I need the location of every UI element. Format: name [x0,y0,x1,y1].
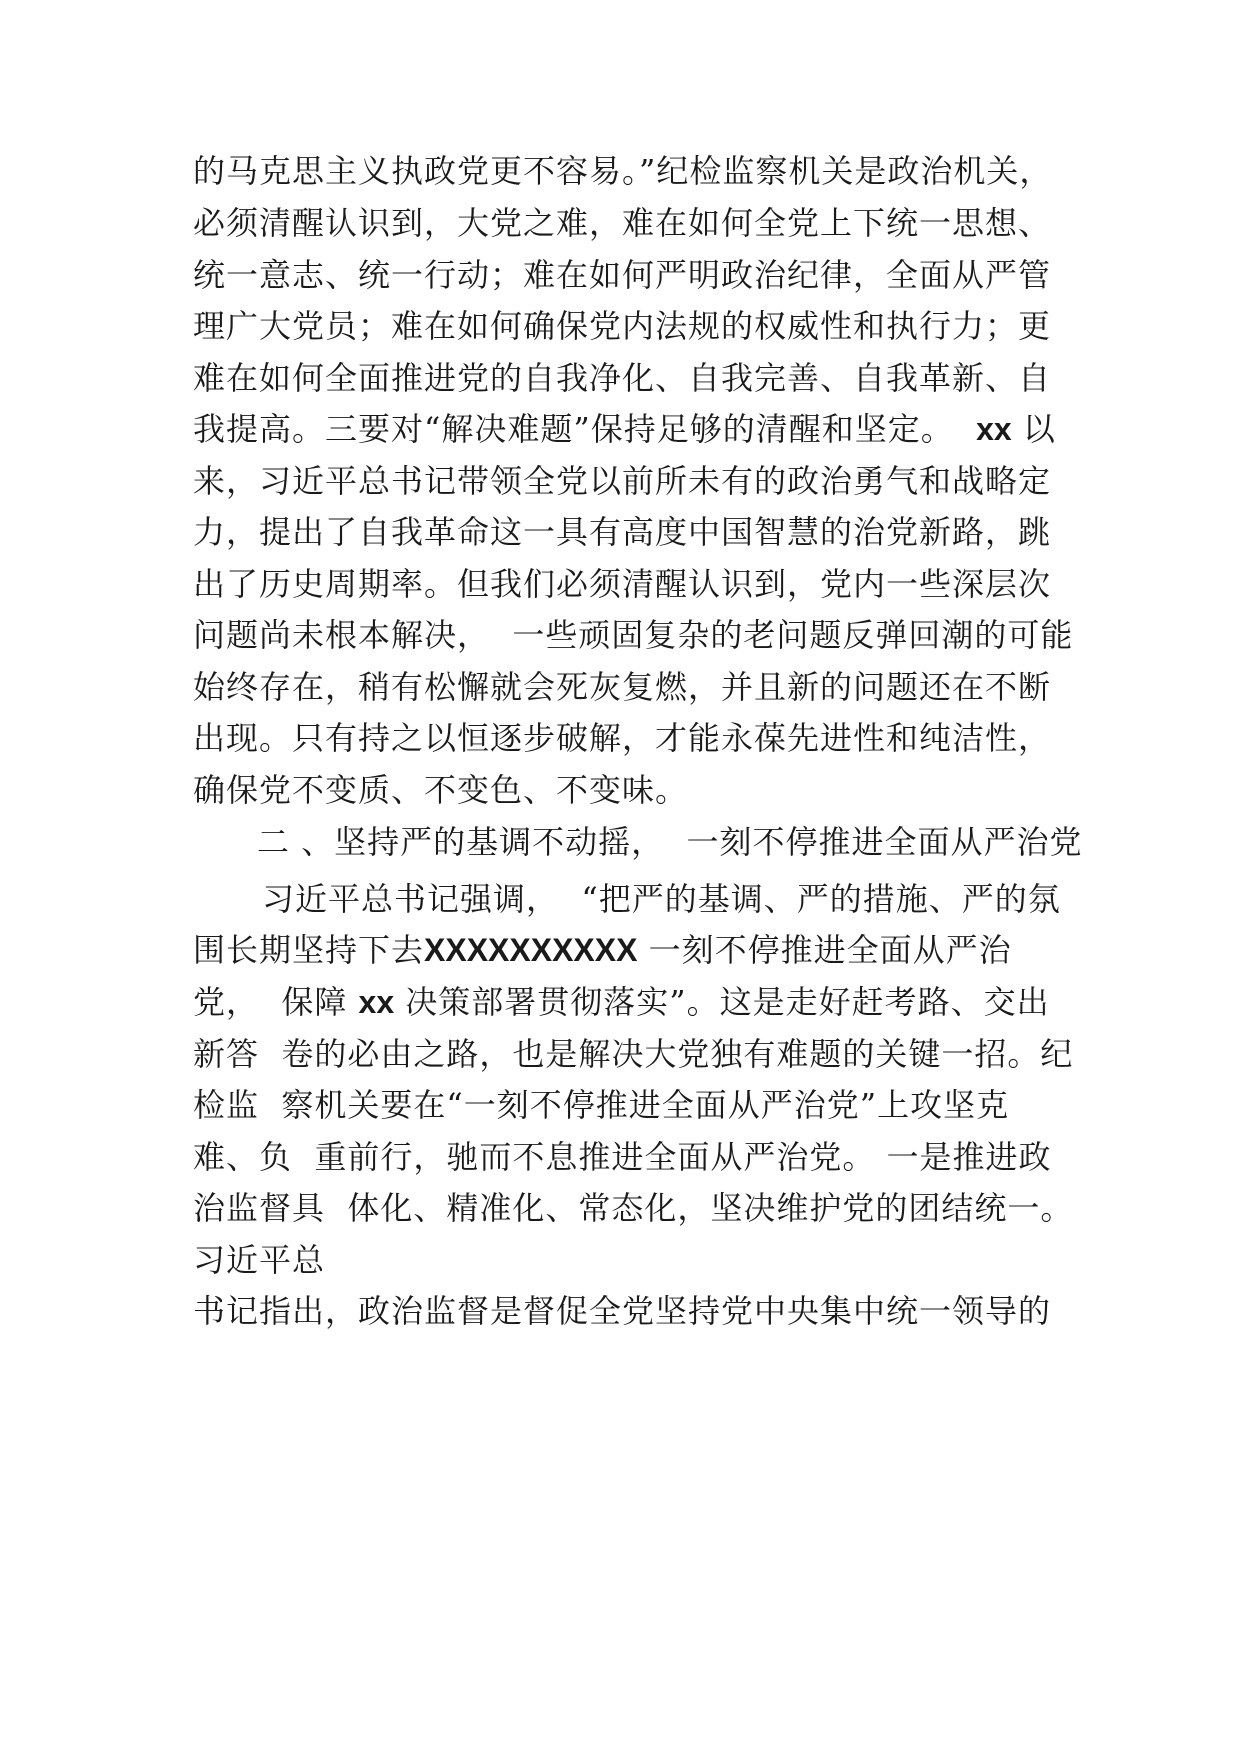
line-text: 理广大党员；难在如何确保党内法规的权威性和执行力；更 [193,307,1052,345]
text-line [262,879,1061,919]
text-line [193,409,1056,449]
text-line [193,667,1051,707]
line-text: 一刻不停推进全面从严治 [648,931,1012,969]
text-line [193,1034,1073,1074]
text-line [193,306,1051,346]
text-line [193,1085,1009,1125]
text-line [193,1137,1052,1177]
line-text: 统一意志、统一行动；难在如何严明政治纪律，全面从严管 [193,256,1052,294]
text-line [193,1188,1073,1228]
line-text: 书记指出，政治监督是督促全党坚持党中央集中统一领导的 [193,1292,1052,1330]
line-text: 习近平总 [193,1241,326,1279]
line-text: 必须清醒认识到，大党之难，难在如何全党上下统一思想、 [193,204,1052,242]
placeholder-xx: xx [358,984,395,1020]
line-text: 始终存在，稍有松懈就会死灰复燃，并且新的问题还在不断 [193,668,1052,706]
line-text: 难在如何全面推进党的自我净化、自我完善、自我革新、自 [193,359,1052,397]
line-text: 力，提出了自我革命这一具有高度中国智慧的治党新路，跳 [193,513,1052,551]
line-text: 新答 卷的必由之路，也是解决大党独有难题的关键一招。纪 [193,1035,1074,1073]
text-line [193,564,1051,604]
line-text: 问题尚未根本解决， 一些顽固复杂的老问题反弹回潮的可能 [193,616,1074,654]
text-line [193,930,1012,970]
line-text: 出了历史周期率。但我们必须清醒认识到，党内一些深层次 [193,565,1052,603]
line-text: 确保党不变质、不变色、不变味。 [193,771,689,809]
text-line [193,770,688,810]
text-line [193,718,1051,758]
text-line [193,358,1051,398]
placeholder-xxxxxxxxxx: XXXXXXXXXX [424,932,638,968]
text-line [193,461,1051,501]
line-text: 来，习近平总书记带领全党以前所未有的政治勇气和战略定 [193,462,1052,500]
line-text: 习近平总书记强调， “把严的基调、严的措施、严的氛 [262,880,1061,918]
line-text: 党， 保障 [193,983,348,1021]
text-line [193,151,1052,191]
placeholder-xx: xx [976,411,1012,447]
text-line [193,255,1051,295]
line-text: 难、负 重前行，驰而不息推进全面从严治党。 一是推进政 [193,1138,1052,1176]
line-text: 围长期坚持下去 [193,931,425,969]
line-text: 我提高。三要对“解决难题”保持足够的清醒和坚定。 [193,410,954,448]
heading-text: 二 、坚持严的基调不动摇， 一刻不停推进全面从严治党 [257,823,1083,861]
line-text: 检监 察机关要在“一刻不停推进全面从严治党”上攻坚克 [193,1086,1010,1124]
line-text: 出现。只有持之以恒逐步破解，才能永葆先进性和纯洁性， [193,719,1052,757]
line-text: 以 [1022,410,1056,448]
text-line [193,615,1073,655]
text-line [193,512,1051,552]
text-line [193,203,1051,243]
text-line [193,1291,1051,1331]
section-heading [257,822,1083,862]
text-line [193,1240,325,1280]
line-text: 的马克思主义执政党更不容易。”纪检监察机关是政治机关， [193,152,1053,190]
line-text: 决策部署贯彻落实”。这是走好赶考路、交出 [405,983,1050,1021]
line-text: 治监督具 体化、精准化、常态化，坚决维护党的团结统一。 [193,1189,1074,1227]
text-line [193,982,1050,1022]
